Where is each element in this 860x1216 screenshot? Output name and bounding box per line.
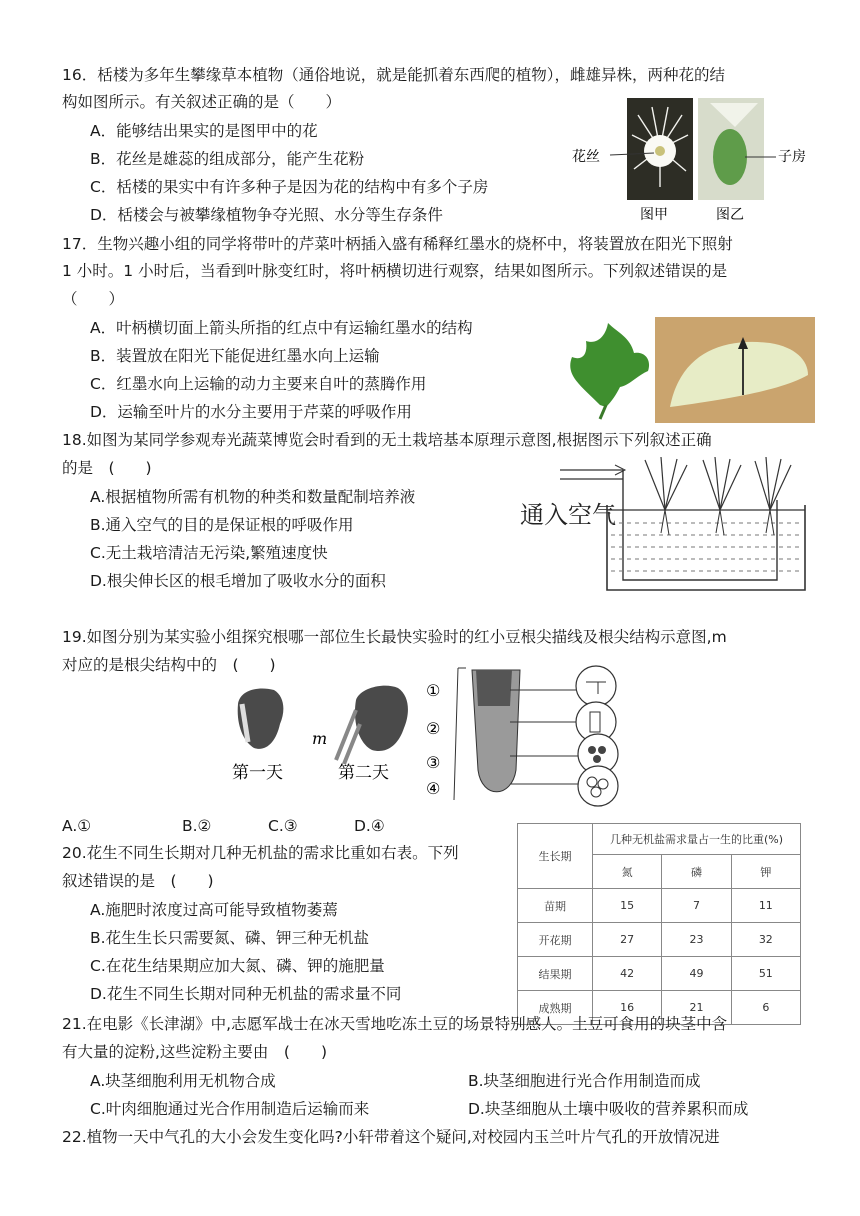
table-cell: 7 xyxy=(662,889,731,923)
q17-celery-figure xyxy=(560,315,820,425)
q19-stem-line1: 19.如图分别为某实验小组探究根哪一部位生长最快实验时的红小豆根尖描线及根尖结构示意图,m xyxy=(62,628,727,646)
table-row xyxy=(518,923,801,957)
table-cell: 42 xyxy=(593,957,662,991)
ovary-label: 子房 xyxy=(778,149,806,165)
seedling-leaves xyxy=(645,457,791,510)
table-cell-period: 开花期 xyxy=(518,923,593,957)
air-pipe xyxy=(623,470,777,580)
zone-bracket xyxy=(454,668,466,800)
celery-stalk xyxy=(600,405,606,419)
table-row xyxy=(518,957,801,991)
table-col-n: 氮 xyxy=(593,855,662,889)
q20-stem-line2: 叙述错误的是 ( ) xyxy=(62,872,214,890)
table-col-p: 磷 xyxy=(662,855,731,889)
q17-stem-line1: 17．生物兴趣小组的同学将带叶的芹菜叶柄插入盛有稀释红墨水的烧杯中，将装置放在阳光下照射 xyxy=(62,235,733,253)
flower-illustration xyxy=(570,95,820,225)
q19-stem-line2: 对应的是根尖结构中的 ( ) xyxy=(62,656,276,674)
q21-option-d: D.块茎细胞从土壤中吸收的营养累积而成 xyxy=(468,1100,749,1118)
q21-option-c: C.叶肉细胞通过光合作用制造后运输而来 xyxy=(90,1100,370,1118)
q17-option-a: A．叶柄横切面上箭头所指的红点中有运输红墨水的结构 xyxy=(90,319,473,337)
flower-b-ovary xyxy=(713,129,747,185)
table-cell: 23 xyxy=(662,923,731,957)
table-cell: 27 xyxy=(593,923,662,957)
q20-nutrient-table xyxy=(517,823,801,1025)
figure-b-caption: 图乙 xyxy=(716,207,744,223)
table-cell: 16 xyxy=(593,991,662,1025)
zone-numbers xyxy=(426,681,440,798)
q17-option-b: B．装置放在阳光下能促进红墨水向上运输 xyxy=(90,347,380,365)
q22-stem-line1: 22.植物一天中气孔的大小会发生变化吗?小轩带着这个疑问,对校园内玉兰叶片气孔的开放情况进 xyxy=(62,1128,720,1146)
zone-4-label: ④ xyxy=(426,779,441,798)
q16-stem-line1: 16．栝楼为多年生攀缘草本植物（通俗地说，就是能抓着东西爬的植物），雌雄异株，两种花的结 xyxy=(62,66,725,84)
q20-option-d: D.花生不同生长期对同种无机盐的需求量不同 xyxy=(90,985,402,1003)
figure-a-caption: 图甲 xyxy=(640,207,668,223)
table-cell-period: 成熟期 xyxy=(518,991,593,1025)
q20-option-b: B.花生生长只需要氮、磷、钾三种无机盐 xyxy=(90,929,370,947)
table-cell: 49 xyxy=(662,957,731,991)
q18-option-b: B.通入空气的目的是保证根的呼吸作用 xyxy=(90,516,354,534)
table-cell: 11 xyxy=(731,889,800,923)
callout-lines xyxy=(510,690,578,784)
table-cell: 6 xyxy=(731,991,800,1025)
table-cell-period: 苗期 xyxy=(518,889,593,923)
solution-level-lines xyxy=(611,523,801,571)
table-header-period: 生长期 xyxy=(518,824,593,889)
table-col-k: 钾 xyxy=(731,855,800,889)
q20-option-a: A.施肥时浓度过高可能导致植物萎蔫 xyxy=(90,901,338,919)
q16-stem-line2: 构如图所示。有关叙述正确的是（ ） xyxy=(62,93,342,111)
q19-option-b: B.② xyxy=(182,817,212,835)
zone-1-label: ① xyxy=(426,681,441,700)
q18-stem-line1: 18.如图为某同学参观寿光蔬菜博览会时看到的无土栽培基本原理示意图,根据图示下列叙述正确 xyxy=(62,431,712,449)
q16-option-d: D．栝楼会与被攀缘植物争夺光照、水分等生存条件 xyxy=(90,206,443,224)
m-label: m xyxy=(312,729,328,748)
q18-option-a: A.根据植物所需有机物的种类和数量配制培养液 xyxy=(90,488,416,506)
q18-option-c: C.无土栽培清洁无污染,繁殖速度快 xyxy=(90,544,328,562)
table-header-group: 几种无机盐需求量占一生的比重(%) xyxy=(593,824,801,855)
q18-stem-line2: 的是 ( ) xyxy=(62,459,152,477)
table-cell: 32 xyxy=(731,923,800,957)
q17-option-c: C．红墨水向上运输的动力主要来自叶的蒸腾作用 xyxy=(90,375,427,393)
day2-bean xyxy=(355,686,408,751)
q16-option-b: B．花丝是雄蕊的组成部分，能产生花粉 xyxy=(90,150,365,168)
table-cell: 15 xyxy=(593,889,662,923)
root-hair-zone xyxy=(476,670,512,706)
q19-root-tip-figure xyxy=(226,660,641,810)
q21-option-b: B.块茎细胞进行光合作用制造而成 xyxy=(468,1072,701,1090)
q19-option-a: A.① xyxy=(62,817,92,835)
cell-callouts xyxy=(576,666,618,806)
table-cell: 51 xyxy=(731,957,800,991)
q18-hydroponics-figure xyxy=(515,455,815,595)
day2-label: 第二天 xyxy=(338,763,389,783)
q17-stem-line2: 1 小时。1 小时后，当看到叶脉变红时，将叶柄横切进行观察，结果如图所示。下列叙述错误的是 xyxy=(62,262,728,280)
zone-3-label: ③ xyxy=(426,753,441,772)
celery-leaf-image xyxy=(570,323,649,407)
q19-option-d: D.④ xyxy=(354,817,385,835)
stamen-label: 花丝 xyxy=(572,149,600,165)
air-inlet-label: 通入空气 xyxy=(520,501,616,529)
q21-option-a: A.块茎细胞利用无机物合成 xyxy=(90,1072,276,1090)
q17-option-d: D．运输至叶片的水分主要用于芹菜的呼吸作用 xyxy=(90,403,412,421)
q17-stem-line3: （ ） xyxy=(62,290,125,308)
q18-option-d: D.根尖伸长区的根毛增加了吸收水分的面积 xyxy=(90,572,386,590)
zone-2-label: ② xyxy=(426,719,441,738)
q19-option-c: C.③ xyxy=(268,817,298,835)
flower-a-center xyxy=(655,146,665,156)
table-cell: 21 xyxy=(662,991,731,1025)
q21-stem-line1: 21.在电影《长津湖》中,志愿军战士在冰天雪地吃冻土豆的场景特别感人。土豆可食用的块茎中含 xyxy=(62,1015,728,1033)
q16-flower-figure xyxy=(570,95,820,225)
q21-stem-line2: 有大量的淀粉,这些淀粉主要由 ( ) xyxy=(62,1043,328,1061)
q16-option-a: A．能够结出果实的是图甲中的花 xyxy=(90,122,318,140)
q16-option-c: C．栝楼的果实中有许多种子是因为花的结构中有多个子房 xyxy=(90,178,489,196)
q20-stem-line1: 20.花生不同生长期对几种无机盐的需求比重如右表。下列 xyxy=(62,844,459,862)
day1-label: 第一天 xyxy=(232,763,283,783)
q20-option-c: C.在花生结果期应加大氮、磷、钾的施肥量 xyxy=(90,957,385,975)
table-cell-period: 结果期 xyxy=(518,957,593,991)
table-row xyxy=(518,889,801,923)
